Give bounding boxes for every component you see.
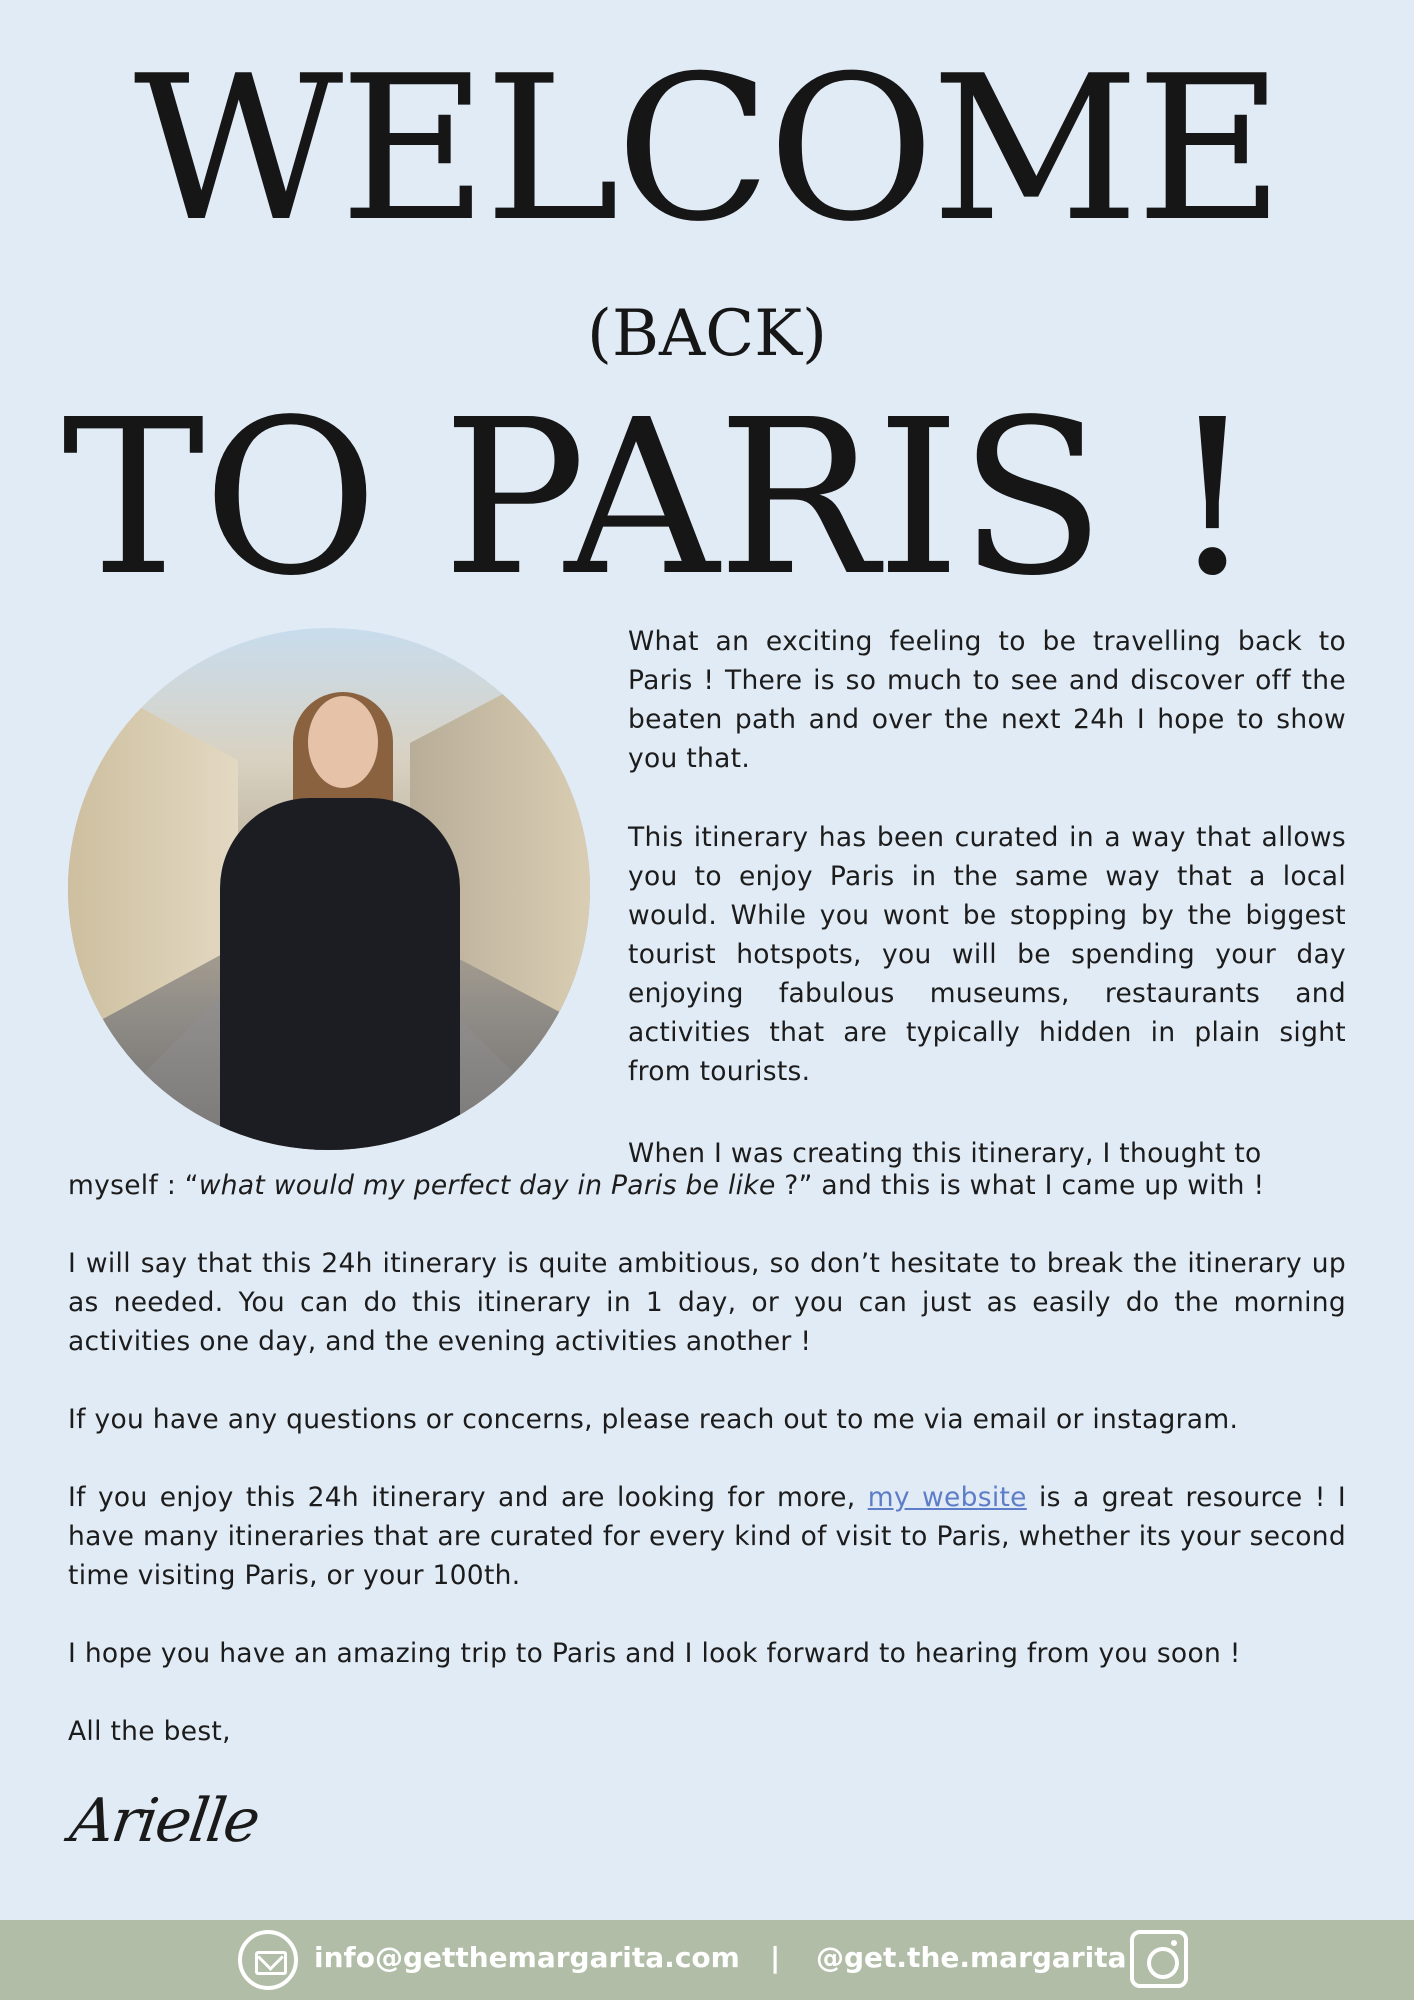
intro-paragraph-2: This itinerary has been curated in a way that allows you to enjoy Paris in the same way that a local would. While you wont be stopping by the biggest tourist hotspots, you will be spending your day enjoying fabulous museums, restaurants and activities that are typically hidden in plain sight from tourists. (628, 822, 1346, 1087)
intro-paragraph-3-start: When I was creating this itinerary, I thought to (628, 1138, 1262, 1169)
paragraph-closing: All the best, (68, 1716, 231, 1747)
quote-italic: what would my perfect day in Paris be like (198, 1170, 776, 1201)
person-coat (220, 798, 460, 1150)
website-prefix: If you enjoy this 24h itinerary and are looking for more, (68, 1482, 868, 1513)
footer-email[interactable]: info@getthemargarita.com (314, 1941, 740, 1974)
quote-suffix: ?” and this is what I came up with ! (775, 1170, 1265, 1201)
person-face (308, 696, 378, 788)
intro-paragraph-3-continue (68, 1166, 1346, 1205)
portrait-photo (68, 628, 590, 1150)
quote-prefix: myself : “ (68, 1170, 199, 1201)
website-suffix: is a great resource ! I have many itineraries that are curated for every kind of visit to Paris, whether its your second time visiting Paris, or your 100th. (68, 1482, 1346, 1591)
footer-bar (0, 1920, 1414, 2000)
paragraph-trip-wish: I hope you have an amazing trip to Paris and I look forward to hearing from you soon ! (68, 1638, 1241, 1669)
signature: Arielle (66, 1786, 263, 1856)
footer-separator: | (770, 1941, 781, 1974)
paragraph-ambitious: I will say that this 24h itinerary is quite ambitious, so don’t hesitate to break the itinerary up as needed. You can do this itinerary in 1 day, or you can just as easily do the morning activities one day, and the evening activities another ! (68, 1248, 1346, 1357)
paragraph-questions: If you have any questions or concerns, please reach out to me via email or instagram. (68, 1404, 1239, 1435)
footer-instagram-handle[interactable]: @get.the.margarita (816, 1941, 1127, 1974)
headline-to-paris: TO PARIS ! (62, 374, 1254, 623)
website-link[interactable]: my website (867, 1482, 1027, 1513)
building-left (68, 668, 238, 1038)
instagram-icon[interactable] (1130, 1930, 1188, 1988)
headline-back: (BACK) (587, 297, 827, 371)
intro-paragraph-1: What an exciting feeling to be travelling back to Paris ! There is so much to see and discover off the beaten path and over the next 24h I hope to show you that. (628, 626, 1346, 774)
headline-welcome: WELCOME (133, 33, 1281, 266)
mail-icon[interactable] (238, 1930, 298, 1990)
paragraph-website (68, 1478, 1346, 1595)
